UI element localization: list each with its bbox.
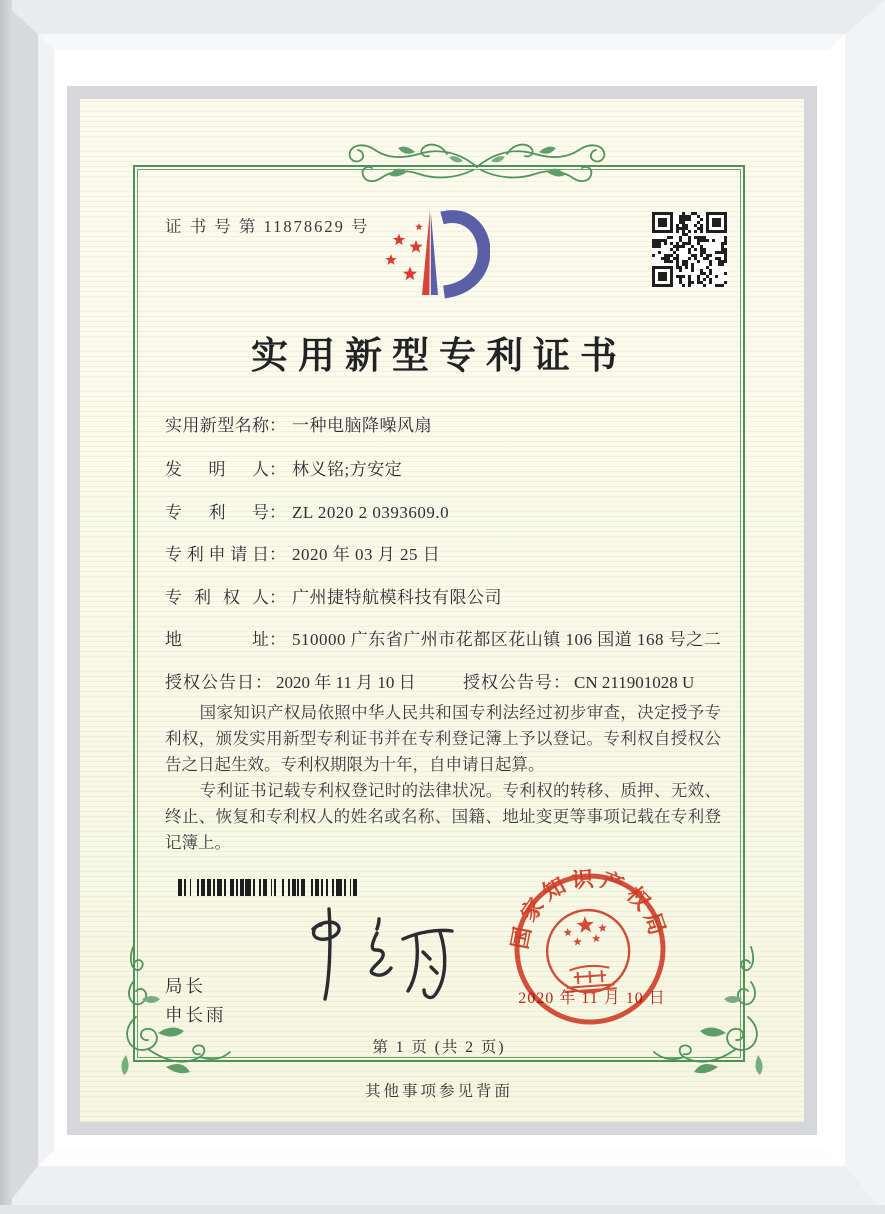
national-emblem <box>544 907 632 995</box>
handwritten-signature <box>285 897 465 1015</box>
colon: ： <box>269 460 286 479</box>
grant-date-group <box>165 673 416 692</box>
field-label: 授权公告号 <box>463 673 553 692</box>
field-label: 地址 <box>165 630 269 649</box>
colon: ： <box>269 503 286 522</box>
certificate-paper <box>80 99 804 1122</box>
field-value: 一种电脑降噪风扇 <box>292 416 432 435</box>
qr-code <box>652 212 727 287</box>
colon: ： <box>269 416 286 435</box>
barcode <box>178 879 360 896</box>
field-label: 发明人 <box>165 460 269 479</box>
svg-text:国家知识产权局 <box>505 864 673 953</box>
seal-text: 国家知识产权局 <box>506 865 672 952</box>
field-label: 实用新型名称 <box>165 416 269 435</box>
colon: ： <box>255 673 272 692</box>
frame-left-edge <box>0 0 12 1214</box>
field-value: ZL 2020 2 0393609.0 <box>292 503 450 522</box>
colon: ： <box>553 673 570 692</box>
field-label: 专利号 <box>165 503 269 522</box>
grant-number-group <box>463 668 694 693</box>
field-row-inventor <box>165 455 745 480</box>
field-row-address <box>165 625 745 650</box>
certificate-title: 实用新型专利证书 <box>251 336 627 377</box>
field-row-patent-no <box>165 498 745 523</box>
frame-bottom-edge <box>0 1205 885 1214</box>
paragraph: 国家知识产权局依照中华人民共和国专利法经过初步审查，决定授予专利权，颁发实用新型专利证书并在专利登记簿上予以登记。专利权自授权公告之日起生效。专利权期限为十年，自申请日起算。 <box>165 703 721 774</box>
page-number: 第 1 页 (共 2 页) <box>372 1039 506 1056</box>
colon: ： <box>269 545 286 564</box>
paragraph: 专利证书记载专利权登记时的法律状况。专利权的转移、质押、无效、终止、恢复和专利权人的姓名或名称、国籍、地址变更等事项记载在专利登记簿上。 <box>165 781 721 852</box>
colon: ： <box>269 630 286 649</box>
colon: ： <box>269 588 286 607</box>
signer-title: 局长 <box>165 976 206 996</box>
field-row-filing-date <box>165 540 745 565</box>
logo-stars <box>385 223 423 280</box>
certificate-number: 证 书 号 第 11878629 号 <box>165 217 370 236</box>
field-label: 专利申请日 <box>165 545 269 564</box>
field-label: 专利权人 <box>165 588 269 607</box>
official-seal <box>505 864 676 1035</box>
field-value: 2020 年 11 月 10 日 <box>276 673 416 692</box>
cnipa-logo-icon <box>378 205 490 303</box>
field-value: 510000 广东省广州市花都区花山镇 106 国道 168 号之二 <box>292 630 722 649</box>
back-side-note: 其他事项参见背面 <box>364 1083 513 1100</box>
field-row-name <box>165 411 745 436</box>
field-label: 授权公告日 <box>165 673 255 692</box>
field-value: 林义铭;方安定 <box>292 460 403 479</box>
signer-name: 申长雨 <box>165 1005 227 1025</box>
field-row-patentee <box>165 583 745 608</box>
seal-date: 2020 年 11 月 10 日 <box>518 990 666 1007</box>
field-value: 广州捷特航模科技有限公司 <box>292 588 502 607</box>
legal-paragraphs <box>165 700 721 856</box>
field-value: 2020 年 03 月 25 日 <box>292 545 441 564</box>
grant-row <box>165 668 745 693</box>
field-value: CN 211901028 U <box>574 673 695 692</box>
